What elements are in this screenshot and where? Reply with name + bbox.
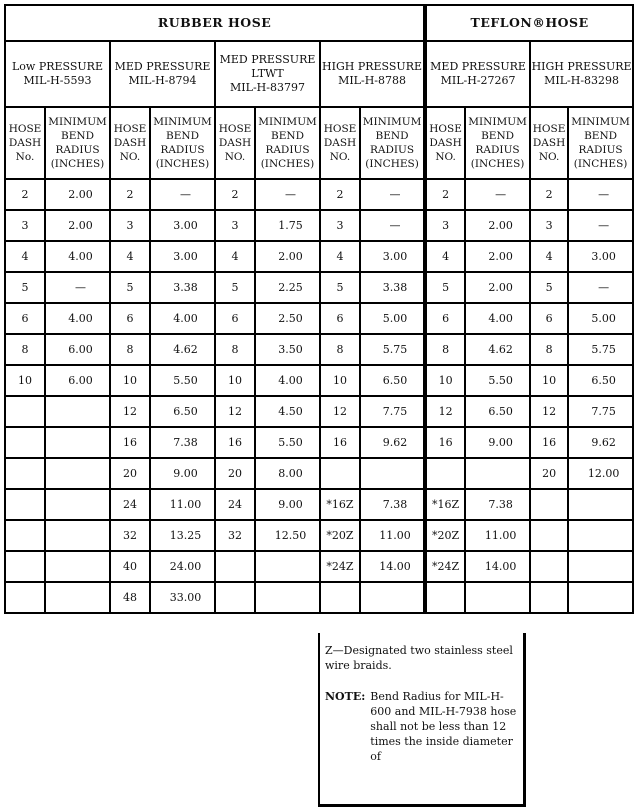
bend-radius-cell: 2.25 <box>255 272 320 303</box>
hose-dash-header: HOSE DASH NO. <box>215 107 255 179</box>
bend-radius-cell: 4.62 <box>465 334 530 365</box>
table-row <box>5 334 633 365</box>
table-row <box>5 520 633 551</box>
bend-radius-cell <box>568 582 633 613</box>
bend-radius-cell: 7.38 <box>465 489 530 520</box>
bend-radius-header: MINIMUM BEND RADIUS (INCHES) <box>255 107 320 179</box>
bend-radius-cell: 2.00 <box>465 272 530 303</box>
hose-dash-cell: 12 <box>425 396 465 427</box>
bend-radius-cell: 5.75 <box>568 334 633 365</box>
bend-radius-cell: 4.00 <box>465 303 530 334</box>
bend-radius-cell: — <box>255 179 320 210</box>
bend-radius-header: MINIMUM BEND RADIUS (INCHES) <box>465 107 530 179</box>
bend-radius-cell: 9.62 <box>360 427 425 458</box>
hose-dash-header: HOSE DASH NO. <box>110 107 150 179</box>
bend-radius-cell: 6.50 <box>150 396 215 427</box>
hose-dash-cell: 5 <box>425 272 465 303</box>
hose-dash-cell: 5 <box>320 272 360 303</box>
hose-dash-cell: 24 <box>215 489 255 520</box>
hose-dash-cell <box>5 489 45 520</box>
hose-dash-cell: 20 <box>530 458 568 489</box>
bend-radius-cell: 11.00 <box>465 520 530 551</box>
hose-dash-cell: 12 <box>215 396 255 427</box>
hose-dash-cell: 10 <box>5 365 45 396</box>
bend-radius-cell: 7.75 <box>568 396 633 427</box>
hose-dash-header: HOSE DASH NO. <box>320 107 360 179</box>
bend-radius-cell <box>45 551 110 582</box>
bend-radius-cell: 11.00 <box>360 520 425 551</box>
bend-radius-cell <box>45 520 110 551</box>
hose-dash-cell: 48 <box>110 582 150 613</box>
bend-radius-cell <box>45 427 110 458</box>
hose-dash-cell: *20Z <box>320 520 360 551</box>
bend-radius-cell: 6.00 <box>45 365 110 396</box>
bend-radius-header: MINIMUM BEND RADIUS (INCHES) <box>568 107 633 179</box>
bend-radius-cell: 4.00 <box>45 241 110 272</box>
bend-radius-cell: 11.00 <box>150 489 215 520</box>
spec-header-row <box>5 41 633 107</box>
spec-line3: MIL-H-5593 <box>23 74 92 87</box>
bend-radius-cell <box>45 396 110 427</box>
hose-dash-cell: 10 <box>425 365 465 396</box>
hose-dash-cell: 16 <box>320 427 360 458</box>
bend-radius-cell: — <box>568 179 633 210</box>
hose-dash-cell: 12 <box>320 396 360 427</box>
hose-dash-cell: 5 <box>530 272 568 303</box>
bend-radius-cell <box>360 458 425 489</box>
spec-line3: MIL-H-8794 <box>128 74 197 87</box>
spec-line3: MIL-H-83797 <box>230 81 305 94</box>
bend-radius-cell: — <box>360 179 425 210</box>
bend-radius-cell <box>45 582 110 613</box>
hose-dash-cell: 10 <box>320 365 360 396</box>
bend-radius-cell: 3.00 <box>568 241 633 272</box>
bend-radius-cell: — <box>568 272 633 303</box>
z-footnote: Z—Designated two stainless steel wire braids. <box>325 644 513 672</box>
bend-radius-cell: 9.00 <box>255 489 320 520</box>
table-row <box>5 582 633 613</box>
hose-dash-cell <box>530 582 568 613</box>
hose-dash-cell: 32 <box>110 520 150 551</box>
bend-radius-table <box>4 4 634 614</box>
hose-dash-cell: 4 <box>320 241 360 272</box>
hose-dash-cell <box>5 582 45 613</box>
hose-dash-cell: 3 <box>110 210 150 241</box>
bend-radius-cell: 5.75 <box>360 334 425 365</box>
hose-dash-cell: 16 <box>110 427 150 458</box>
bend-radius-cell <box>568 489 633 520</box>
spec-line3: MIL-H-83298 <box>544 74 620 87</box>
bend-radius-cell: 4.00 <box>150 303 215 334</box>
bend-radius-cell: 14.00 <box>465 551 530 582</box>
hose-dash-cell: 2 <box>425 179 465 210</box>
bend-radius-cell: 3.00 <box>150 210 215 241</box>
bend-radius-cell: 3.00 <box>150 241 215 272</box>
hose-dash-cell <box>5 396 45 427</box>
hose-dash-cell <box>5 520 45 551</box>
hose-dash-cell: 16 <box>530 427 568 458</box>
spec-line3: MIL-H-8788 <box>338 74 406 87</box>
bend-radius-cell: 5.00 <box>568 303 633 334</box>
hose-dash-cell: 4 <box>110 241 150 272</box>
hose-dash-cell: 2 <box>530 179 568 210</box>
bend-radius-cell: — <box>360 210 425 241</box>
hose-dash-cell: 6 <box>5 303 45 334</box>
bend-radius-cell: — <box>45 272 110 303</box>
table-row <box>5 210 633 241</box>
hose-dash-cell: 5 <box>215 272 255 303</box>
bend-radius-cell: 12.50 <box>255 520 320 551</box>
bend-radius-cell: 8.00 <box>255 458 320 489</box>
table-row <box>5 272 633 303</box>
bend-radius-cell: 4.62 <box>150 334 215 365</box>
bend-radius-cell: 3.50 <box>255 334 320 365</box>
spec-line1: HIGH PRESSURE <box>531 60 632 73</box>
bend-radius-cell <box>465 582 530 613</box>
hose-dash-cell <box>320 582 360 613</box>
bend-radius-cell: 5.50 <box>465 365 530 396</box>
hose-dash-header: HOSE DASH NO. <box>425 107 465 179</box>
bend-radius-cell: 1.75 <box>255 210 320 241</box>
hose-dash-cell: 4 <box>215 241 255 272</box>
bend-radius-cell: 2.00 <box>465 241 530 272</box>
hose-dash-cell <box>530 551 568 582</box>
bend-radius-cell: 2.00 <box>45 179 110 210</box>
bend-radius-cell: 2.00 <box>45 210 110 241</box>
hose-dash-cell: *16Z <box>425 489 465 520</box>
hose-dash-cell: 2 <box>5 179 45 210</box>
bend-radius-cell: 6.50 <box>360 365 425 396</box>
bend-radius-cell <box>255 551 320 582</box>
bend-radius-cell: 2.50 <box>255 303 320 334</box>
table-row <box>5 396 633 427</box>
hose-dash-header: HOSE DASH No. <box>5 107 45 179</box>
bend-radius-cell: 3.38 <box>360 272 425 303</box>
hose-dash-cell: 3 <box>215 210 255 241</box>
hose-dash-cell: 16 <box>425 427 465 458</box>
table-row <box>5 458 633 489</box>
hose-dash-cell: 8 <box>110 334 150 365</box>
spec-line1: Low PRESSURE <box>11 60 103 73</box>
note-text: Bend Radius for MIL-H-600 and MIL-H-7938 hose shall not be less than 12 times the inside diameter of <box>370 690 517 763</box>
hose-dash-cell <box>5 551 45 582</box>
bend-radius-cell: 4.00 <box>255 365 320 396</box>
group-header-row <box>5 5 633 41</box>
hose-dash-cell: 12 <box>530 396 568 427</box>
hose-dash-cell: 12 <box>110 396 150 427</box>
bend-radius-header: MINIMUM BEND RADIUS (INCHES) <box>150 107 215 179</box>
spec-line1: HIGH PRESSURE <box>322 60 423 73</box>
hose-dash-cell: 16 <box>215 427 255 458</box>
footnote-box <box>318 633 526 807</box>
hose-dash-cell: 8 <box>530 334 568 365</box>
bend-radius-cell: — <box>150 179 215 210</box>
hose-dash-cell: *20Z <box>425 520 465 551</box>
table-body <box>5 5 633 613</box>
hose-dash-cell: *24Z <box>320 551 360 582</box>
bend-radius-cell: 24.00 <box>150 551 215 582</box>
bend-radius-header: MINIMUM BEND RADIUS (INCHES) <box>45 107 110 179</box>
bend-radius-cell: 7.38 <box>150 427 215 458</box>
hose-dash-cell: 5 <box>5 272 45 303</box>
hose-dash-cell: 6 <box>215 303 255 334</box>
bend-radius-cell: 6.00 <box>45 334 110 365</box>
hose-dash-cell: 24 <box>110 489 150 520</box>
note-label: NOTE: <box>325 690 366 703</box>
bend-radius-cell: 7.75 <box>360 396 425 427</box>
column-header-row <box>5 107 633 179</box>
hose-dash-cell: 6 <box>425 303 465 334</box>
bend-radius-cell <box>568 520 633 551</box>
hose-dash-cell: 20 <box>215 458 255 489</box>
spec-line3: MIL-H-27267 <box>440 74 516 87</box>
bend-radius-cell: 2.00 <box>255 241 320 272</box>
hose-dash-cell: 2 <box>215 179 255 210</box>
hose-dash-cell: 4 <box>5 241 45 272</box>
spec-high-pressure-mil-h-83298 <box>530 41 633 107</box>
bend-radius-cell: 9.00 <box>150 458 215 489</box>
note-row <box>325 689 517 764</box>
hose-dash-cell: *16Z <box>320 489 360 520</box>
hose-dash-cell: 10 <box>530 365 568 396</box>
bend-radius-cell: 33.00 <box>150 582 215 613</box>
spec-med-pressure-mil-h-8794 <box>110 41 215 107</box>
hose-dash-header: HOSE DASH NO. <box>530 107 568 179</box>
bend-radius-cell <box>568 551 633 582</box>
bend-radius-cell: 4.50 <box>255 396 320 427</box>
hose-dash-cell: 6 <box>530 303 568 334</box>
hose-dash-cell: 6 <box>110 303 150 334</box>
hose-dash-cell: 40 <box>110 551 150 582</box>
hose-dash-cell <box>215 551 255 582</box>
hose-dash-cell: 20 <box>110 458 150 489</box>
hose-dash-cell <box>5 458 45 489</box>
hose-dash-cell: 2 <box>320 179 360 210</box>
bend-radius-cell: 2.00 <box>465 210 530 241</box>
bend-radius-cell: 3.38 <box>150 272 215 303</box>
spec-med-pressure-mil-h-27267 <box>425 41 530 107</box>
bend-radius-cell <box>255 582 320 613</box>
table-row <box>5 489 633 520</box>
spec-line1: MED PRESSURE <box>114 60 211 73</box>
bend-radius-cell: 14.00 <box>360 551 425 582</box>
hose-dash-cell <box>5 427 45 458</box>
hose-dash-cell <box>215 582 255 613</box>
table-row <box>5 179 633 210</box>
hose-dash-cell: 8 <box>320 334 360 365</box>
spec-med-pressure-ltwt-mil-h-83797 <box>215 41 320 107</box>
hose-dash-cell: 2 <box>110 179 150 210</box>
teflon-hose-header: TEFLON®HOSE <box>425 5 633 41</box>
bend-radius-cell: 4.00 <box>45 303 110 334</box>
hose-dash-cell: 4 <box>530 241 568 272</box>
bend-radius-cell: 6.50 <box>465 396 530 427</box>
bend-radius-cell: 7.38 <box>360 489 425 520</box>
hose-dash-cell: 3 <box>530 210 568 241</box>
hose-dash-cell <box>320 458 360 489</box>
hose-dash-cell: 8 <box>425 334 465 365</box>
hose-dash-cell: 4 <box>425 241 465 272</box>
table-row <box>5 551 633 582</box>
hose-dash-cell: 8 <box>5 334 45 365</box>
bend-radius-cell: 6.50 <box>568 365 633 396</box>
spec-low-pressure-mil-h-5593 <box>5 41 110 107</box>
table-row <box>5 427 633 458</box>
bend-radius-cell: — <box>465 179 530 210</box>
hose-dash-cell: *24Z <box>425 551 465 582</box>
hose-dash-cell <box>425 582 465 613</box>
hose-dash-cell <box>530 489 568 520</box>
bend-radius-cell: 9.62 <box>568 427 633 458</box>
spec-line2: LTWT <box>251 67 284 80</box>
table-row <box>5 303 633 334</box>
bend-radius-cell: 5.50 <box>150 365 215 396</box>
hose-dash-cell: 10 <box>110 365 150 396</box>
hose-dash-cell: 3 <box>5 210 45 241</box>
spec-line1: MED PRESSURE <box>219 53 316 66</box>
bend-radius-cell: 3.00 <box>360 241 425 272</box>
hose-dash-cell: 8 <box>215 334 255 365</box>
hose-dash-cell <box>530 520 568 551</box>
bend-radius-cell: 9.00 <box>465 427 530 458</box>
hose-dash-cell: 5 <box>110 272 150 303</box>
hose-dash-cell: 10 <box>215 365 255 396</box>
spec-high-pressure-mil-h-8788 <box>320 41 425 107</box>
bend-radius-cell: 13.25 <box>150 520 215 551</box>
bend-radius-cell: — <box>568 210 633 241</box>
bend-radius-cell: 5.50 <box>255 427 320 458</box>
hose-dash-cell: 3 <box>320 210 360 241</box>
bend-radius-cell <box>465 458 530 489</box>
table-row <box>5 365 633 396</box>
hose-dash-cell: 3 <box>425 210 465 241</box>
bend-radius-cell: 5.00 <box>360 303 425 334</box>
rubber-hose-header: RUBBER HOSE <box>5 5 425 41</box>
bend-radius-cell <box>45 489 110 520</box>
table-row <box>5 241 633 272</box>
hose-dash-cell: 32 <box>215 520 255 551</box>
bend-radius-cell <box>45 458 110 489</box>
hose-dash-cell <box>425 458 465 489</box>
spec-line1: MED PRESSURE <box>430 60 526 73</box>
hose-dash-cell: 6 <box>320 303 360 334</box>
bend-radius-header: MINIMUM BEND RADIUS (INCHES) <box>360 107 425 179</box>
bend-radius-cell <box>360 582 425 613</box>
bend-radius-cell: 12.00 <box>568 458 633 489</box>
